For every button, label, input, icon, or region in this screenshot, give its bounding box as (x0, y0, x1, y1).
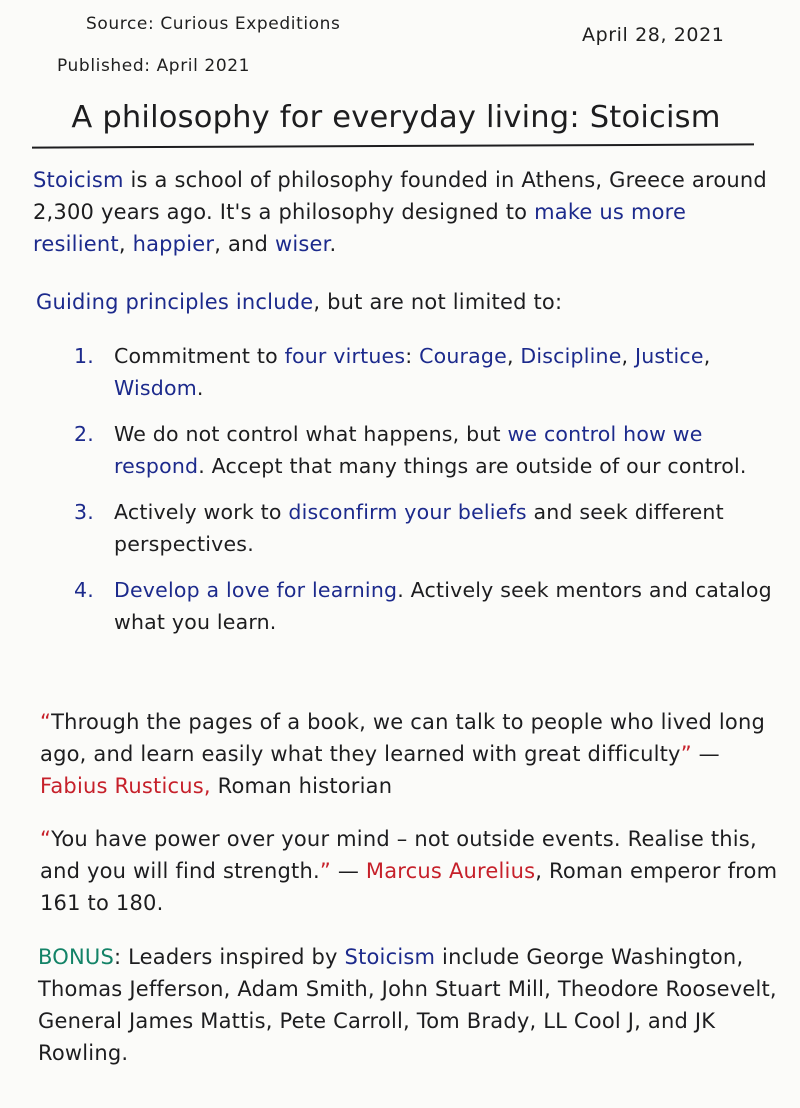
quote-dash: — (691, 742, 720, 766)
principle-number: 4. (74, 578, 94, 602)
principle-text: . (196, 376, 204, 400)
quote-text: You have power over your mind – not outside events. Realise this, and you will find strength. (40, 827, 757, 883)
intro-highlight-wiser: wiser (274, 232, 330, 256)
guiding-text: , but are not limited to: (313, 290, 563, 314)
bonus-paragraph (38, 941, 778, 1069)
bonus-label: BONUS (38, 945, 114, 969)
quote-fabius (40, 706, 780, 802)
principle-highlight: four virtues (284, 344, 406, 368)
intro-paragraph (33, 164, 773, 260)
principle-highlight: disconfirm your beliefs (288, 500, 527, 524)
date-line: April 28, 2021 (582, 24, 725, 46)
quote-marcus (40, 823, 780, 919)
quote-author: Fabius Rusticus, (40, 774, 211, 798)
principle-text: : (405, 344, 420, 368)
guiding-highlight: Guiding principles include (36, 290, 314, 314)
bonus-text: include George Washington, Thomas Jefferson, Adam Smith, John Stuart Mill, Theodore Roosevelt, General James Mattis, Pete Carroll, Tom Brady, LL Cool J, and JK Rowling. (38, 945, 777, 1065)
quote-open-mark: “ (40, 827, 52, 851)
quote-close-mark: ” (319, 859, 331, 883)
principle-number: 1. (74, 344, 94, 368)
title-underline (32, 143, 754, 148)
principle-item (74, 574, 774, 638)
bonus-text: : Leaders inspired by (113, 945, 345, 969)
principle-item (74, 418, 774, 482)
page-title: A philosophy for everyday living: Stoicism (71, 100, 721, 135)
principle-number: 3. (74, 500, 94, 524)
principle-text: We do not control what happens, but (114, 422, 508, 446)
principle-highlight: Develop a love for learning (114, 578, 398, 602)
intro-sep: , and (214, 232, 275, 256)
intro-text: is a school of philosophy founded in Athens, Greece around 2,300 years ago. It's a philosophy designed to (33, 168, 767, 224)
principle-text: and seek different perspectives. (114, 500, 724, 556)
quote-author-role: , Roman emperor from 161 to 180. (40, 859, 778, 915)
virtue-wisdom: Wisdom (114, 376, 197, 400)
quote-close-mark: ” (680, 742, 692, 766)
quote-dash: — (330, 859, 366, 883)
principles-list (74, 340, 774, 652)
principle-item (74, 340, 774, 404)
principle-text: , (621, 344, 635, 368)
intro-highlight-resilient: make us more resilient (33, 200, 687, 256)
quote-text: Through the pages of a book, we can talk to people who lived long ago, and learn easily what they learned with great difficulty (40, 710, 765, 766)
intro-highlight-happier: happier (132, 232, 215, 256)
principle-text: , (506, 344, 521, 368)
principle-highlight: we control how we respond (114, 422, 703, 478)
principle-number: 2. (74, 422, 94, 446)
intro-sep: , (118, 232, 133, 256)
principle-text: . Actively seek mentors and catalog what you learn. (114, 578, 772, 634)
principle-item (74, 496, 774, 560)
bonus-term: Stoicism (344, 945, 436, 969)
principle-text: , (703, 344, 711, 368)
quote-author-role: Roman historian (210, 774, 393, 798)
quote-open-mark: “ (40, 710, 52, 734)
principle-text: Commitment to (114, 344, 285, 368)
intro-end: . (329, 232, 337, 256)
guiding-paragraph (36, 286, 776, 318)
virtue-justice: Justice (634, 344, 704, 368)
quote-author: Marcus Aurelius (365, 859, 536, 883)
intro-term: Stoicism (33, 168, 124, 192)
virtue-courage: Courage (419, 344, 507, 368)
principle-text: . Accept that many things are outside of our control. (198, 454, 747, 478)
source-line: Source: Curious Expeditions (86, 14, 341, 34)
published-line: Published: April 2021 (57, 56, 251, 76)
principle-text: Actively work to (114, 500, 289, 524)
virtue-discipline: Discipline (520, 344, 622, 368)
